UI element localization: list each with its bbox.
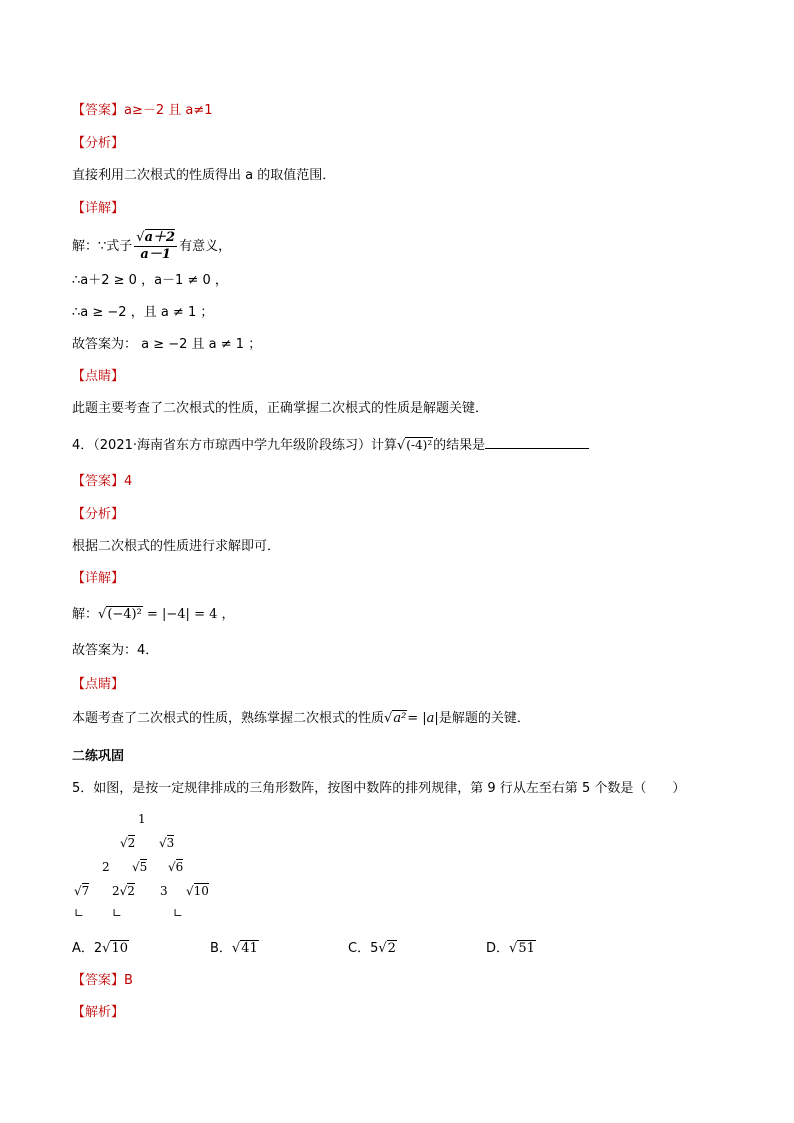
- q3-detail-line3: ∴a ≥ −2 ，且 a ≠ 1 ；: [72, 305, 214, 320]
- sqrt-expression: √a²: [384, 711, 407, 726]
- triangle-row3-item: √5: [132, 860, 148, 874]
- q4-detail-label: 【详解】: [72, 571, 125, 586]
- triangle-row4-item: 3: [160, 884, 168, 898]
- q3-answer-line: [72, 102, 213, 120]
- q4-comment-label: 【点睛】: [72, 677, 125, 692]
- option-a[interactable]: A．2√10: [72, 941, 129, 956]
- answer-value: a≥－2 且 a≠1: [124, 103, 213, 118]
- answer-label: 【答案】: [72, 103, 125, 118]
- sqrt-expression: √(−4)²: [98, 607, 142, 622]
- q3-comment-text: 此题主要考查了二次根式的性质，正确掌握二次根式的性质是解题关键．: [72, 401, 489, 416]
- option-d[interactable]: D．√51: [486, 941, 535, 956]
- triangle-row3-item: 2: [102, 860, 110, 874]
- triangle-ellipsis: ∟: [74, 906, 85, 920]
- q4-analysis-label: 【分析】: [72, 507, 125, 522]
- q3-comment-label: 【点睛】: [72, 369, 125, 384]
- triangle-row1-item: 1: [138, 812, 146, 826]
- q3-detail-line1: 解：∵式子 $\frac{√a+2}{a-1}$ 有意义，: [72, 230, 232, 262]
- q5-analysis-label: 【解析】: [72, 1005, 125, 1020]
- triangle-row2-item: √3: [159, 836, 175, 850]
- q5-stem: 5．如图，是按一定规律排成的三角形数阵，按图中数阵的排列规律，第 9 行从左至右第 5 个数是（ ）: [72, 781, 686, 796]
- fraction: $\frac{√a+2}{a-1}$: [136, 230, 176, 262]
- section-title: 二练巩固: [72, 749, 125, 764]
- q5-answer-line: 【答案】B: [72, 973, 133, 988]
- q4-comment-text: 本题考查了二次根式的性质，熟练掌握二次根式的性质√a²= |a|是解题的关键．: [72, 711, 530, 726]
- option-c[interactable]: C．5√2: [348, 941, 396, 956]
- option-b[interactable]: B．√41: [210, 941, 258, 956]
- triangle-row4-item: √10: [186, 884, 209, 898]
- triangle-ellipsis: ∟: [173, 906, 184, 920]
- q4-detail-answer: 故答案为：4．: [72, 643, 159, 658]
- q3-analysis-label: 【分析】: [72, 136, 125, 151]
- triangle-row2-item: √2: [120, 836, 136, 850]
- triangle-ellipsis: ∟: [112, 906, 123, 920]
- q3-detail-line4: 故答案为： a ≥ −2 且 a ≠ 1 ；: [72, 337, 262, 352]
- q4-analysis-text: 根据二次根式的性质进行求解即可．: [72, 539, 281, 554]
- triangle-row4-item: √7: [74, 884, 90, 898]
- answer-blank: [485, 436, 589, 449]
- q3-detail-label: 【详解】: [72, 201, 125, 216]
- sqrt-expression: √(-4)²: [397, 438, 433, 453]
- q4-stem: 4．（2021·海南省东方市琼西中学九年级阶段练习）计算√(-4)²的结果是: [72, 436, 589, 455]
- q4-detail-line: 解：√(−4)² = |−4| = 4 ，: [72, 607, 235, 622]
- q4-answer-line: 【答案】4: [72, 474, 133, 489]
- q3-detail-line2: ∴a＋2 ≥ 0 ，a－1 ≠ 0 ，: [72, 273, 228, 288]
- q3-analysis-text: 直接利用二次根式的性质得出 a 的取值范围．: [72, 168, 336, 183]
- triangle-row4-item: 2√2: [112, 884, 135, 898]
- triangle-row3-item: √6: [168, 860, 184, 874]
